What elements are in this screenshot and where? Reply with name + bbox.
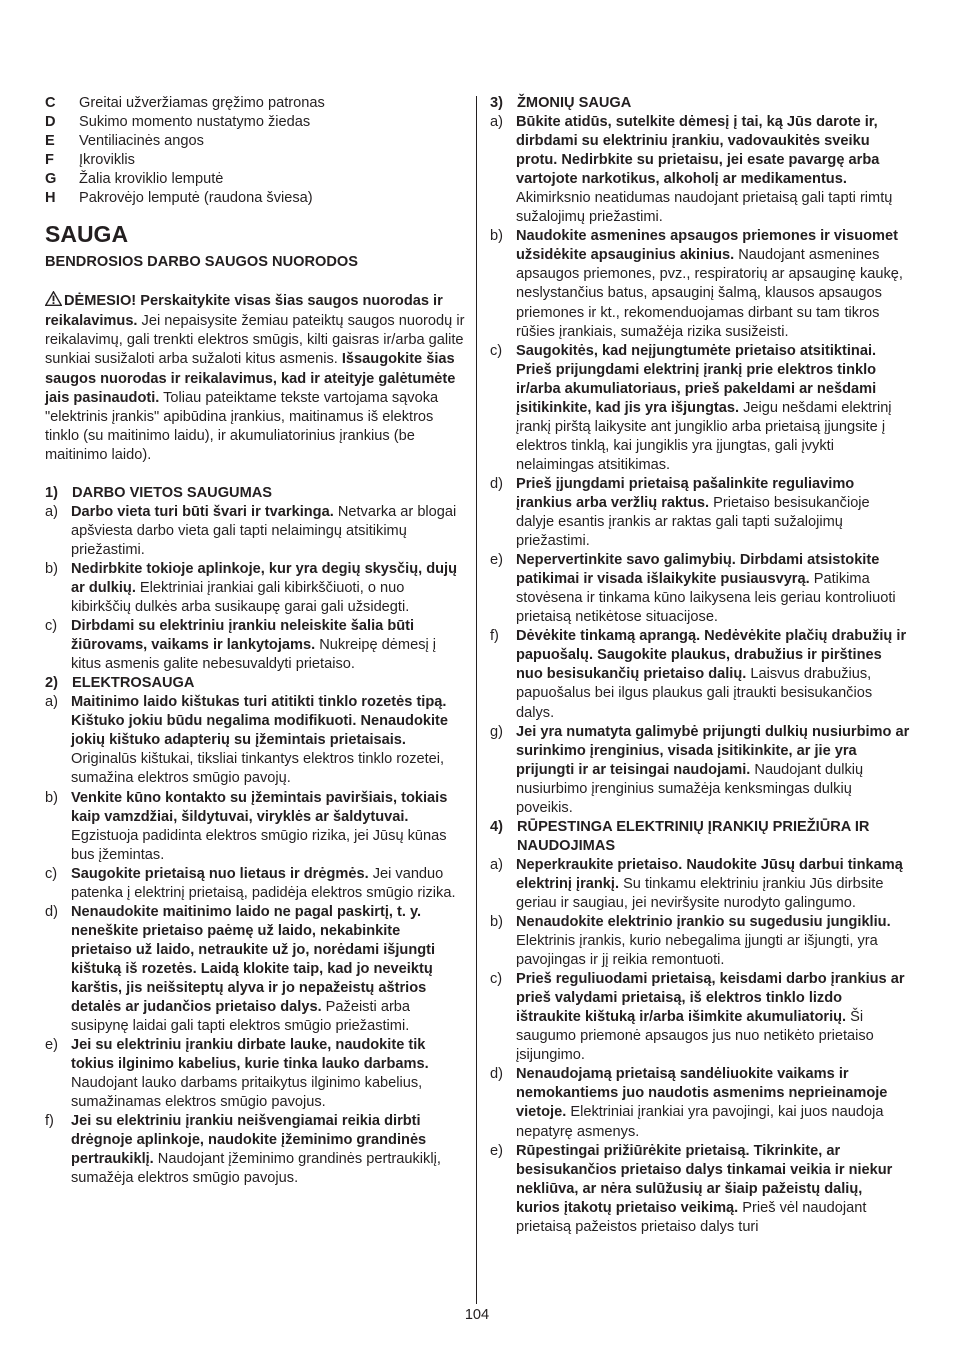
column-divider [476, 96, 477, 1304]
page-number: 104 [464, 1307, 490, 1323]
list-item: e) Nepervertinkite savo galimybių. Dirbdami atsistokite patikimai ir visada išlaikykite pusiausvyrą. Patikima stovėsena ir tinkama kūno laikysena leis geriau kontroliuoti prietaisą netikėtose situacijose. [490, 552, 896, 626]
parts-list [45, 94, 465, 208]
list-item: a) Darbo vieta turi būti švari ir tvarkinga. Netvarka ar blogai apšviesta darbo vieta gali tapti nelaimingų atsitikimų priežastimi. [45, 503, 457, 558]
list-item: a) Būkite atidūs, sutelkite dėmesį į tai, ką Jūs darote ir, dirbdami su elektriniu įrankiu, vadovaukitės sveiku protu. Nedirbkite su prietaisu, jei esate pavargę arba vartojote narkotikus, alkoholį ar medikamentus. Akimirksnio neatidumas naudojant prietaisą gali tapti rimtų sužalojimų priežastimi. [490, 114, 893, 226]
list-item: c) Saugokite prietaisą nuo lietaus ir drėgmės. Jei vanduo patenka į elektrinį prietaisą, padidėja elektros smūgio rizika. [45, 865, 456, 901]
list-item: a) Maitinimo laido kištukas turi atitikti tinklo rozetės tipą. Kištuko jokiu būdu negalima modifikuoti. Nenaudokite jokių kištuko adapterių su įžemintais prietaisais. Originalūs kištukai, tiksliai tinkantys elektros tinklo rozetei, sumažina elektros smūgio pavojų. [45, 694, 449, 787]
list-item: b) Nedirbkite tokioje aplinkoje, kur yra degių skysčių, dujų ar dulkių. Elektriniai įrankiai gali kibirkščiuoti, o nuo kibirkščių dulkės arba susikaupę garai gali užsidegti. [45, 560, 458, 616]
parts-list-item: E Ventiliacinės angos [45, 133, 204, 150]
list-item: d) Nenaudojamą prietaisą sandėliuokite vaikams ir nemokantiems juo naudotis asmenims neprieinamoje vietoje. Elektriniai įrankiai yra pavojingi, kai juos naudoja nepatyrę asmenys. [490, 1066, 888, 1140]
section-subtitle: BENDROSIOS DARBO SAUGOS NUORODOS [45, 254, 358, 271]
list-item: g) Jei yra numatyta galimybė prijungti dulkių nusiurbimo ar surinkimo įrenginius, visada įsitikinkite, ar jie yra prijungti ir ar teisingai naudojami. Naudojant dulkių nusiurbimo įrenginius sumažėja kenksmingas dulkių poveikis. [490, 723, 910, 816]
list-item: d) Prieš įjungdami prietaisą pašalinkite reguliavimo įrankius arba veržlių raktus. Prietaiso besisukančioje dalyje esantis įrankis ar raktas gali tapti sužalojimų priežastimi. [490, 475, 870, 550]
parts-list-item: G Žalia kroviklio lemputė [45, 171, 224, 188]
warning-paragraph: DĖMESIO! Perskaitykite visas šias saugos nuorodas ir reikalavimus. Jei nepaisysite žemiau pateiktų saugos nuorodų ir reikalavimų, gali trenkti elektros smūgis, kilti gaisras ir/arba galite sunkiai susižaloti arba sužaloti kitus asmenis. Išsaugokite šias saugos nuorodas ir reikalavimus, kad ir ateityje galėtumėte jais pasinaudoti. Toliau pateiktame tekste vartojama sąvoka "elektrinis įrankis" apibūdina įrankius, maitinamus iš elektros tinklo (su maitinimo laidu), ir akumuliatorinius įrankius (be maitinimo laido). [45, 293, 465, 463]
parts-list-item: D Sukimo momento nustatymo žiedas [45, 114, 311, 131]
section-heading: 4) RŪPESTINGA ELEKTRINIŲ ĮRANKIŲ PRIEŽIŪRA IR NAUDOJIMAS [490, 818, 870, 854]
list-item: f) Dėvėkite tinkamą aprangą. Nedėvėkite plačių drabužių ir papuošalų. Saugokite plaukus, drabužius ir pirštines nuo besisukančių prietaiso dalių. Laisvus drabužius, papuošalus bei ilgus plaukus gali įtraukti besisukančios dalys. [490, 628, 907, 721]
list-item: c) Saugokitės, kad neįjungtumėte prietaiso atsitiktinai. Prieš prijungdami elektrinį įrankį prie elektros tinklo ir/arba akumuliatoriaus, prieš pakeldami ar nešdami įsitikinkite, kad jis yra išjungtas. Jeigu nešdami elektrinį įrankį pirštą laikysite ant jungiklio arba prietaisą įjungsite į elektros tinklą, kai jungiklis yra įjungtas, gali įvykti nelaimingas atsitikimas. [490, 342, 892, 473]
parts-list-item: F Įkroviklis [45, 152, 135, 169]
parts-list-item: H Pakrovėjo lemputė (raudona šviesa) [45, 190, 313, 207]
list-item: b) Nenaudokite elektrinio įrankio su sugedusiu jungikliu. Elektrinis įrankis, kurio nebegalima įjungti ar išjungti, yra pavojingas ir jį reikia remontuoti. [490, 914, 891, 969]
list-item: a) Neperkraukite prietaiso. Naudokite Jūsų darbui tinkamą elektrinį įrankį. Su tinkamu elektriniu įrankiu Jūs dirbsite geriau ir saugiau, jei neviršysite nurodyto galingumo. [490, 856, 903, 911]
section-heading: 3) ŽMONIŲ SAUGA [490, 95, 632, 111]
list-item: e) Jei su elektriniu įrankiu dirbate lauke, naudokite tik tokius ilginimo kabelius, kurie tinka lauko darbams. Naudojant lauko darbams pritaikytus ilginimo kabelius, sumažinamas elektros smūgio pavojus. [45, 1037, 429, 1111]
left-column [45, 94, 465, 1188]
warning-icon [45, 291, 62, 312]
list-item: f) Jei su elektriniu įrankiu neišvengiamai reikia dirbti drėgnoje aplinkoje, naudokite įžeminimo grandinės pertraukiklį. Naudojant įžeminimo grandinės pertraukiklį, sumažėja elektros smūgio pavojus. [45, 1113, 441, 1187]
list-item: b) Venkite kūno kontakto su įžemintais paviršiais, tokiais kaip vamzdžiai, šildytuvai, viryklės ar šaldytuvai. Egzistuoja padidinta elektros smūgio rizika, jei Jūsų kūnas bus įžemintas. [45, 789, 448, 863]
list-item: e) Rūpestingai prižiūrėkite prietaisą. Tikrinkite, ar besisukančios prietaiso dalys tinkamai veikia ir niekur nekliūva, ar nėra sulūžusių ar šiaip pažeistų dalių, kurios įtakotų prietaiso veikimą. Prieš vėl naudojant prietaisą pažeistos prietaiso dalys turi [490, 1142, 893, 1235]
list-item: c) Dirbdami su elektriniu įrankiu neleiskite šalia būti žiūrovams, vaikams ir lankytojams. Nukreipę dėmesį į kitus asmenis galite nebesuvaldyti prietaiso. [45, 618, 437, 673]
parts-list-item: C Greitai užveržiamas gręžimo patronas [45, 95, 325, 111]
right-column [490, 94, 910, 1237]
section-heading: 1) DARBO VIETOS SAUGUMAS [45, 484, 273, 501]
section-title: SAUGA [45, 221, 129, 248]
section-heading: 2) ELEKTROSAUGA [45, 675, 195, 692]
list-item: c) Prieš reguliuodami prietaisą, keisdami darbo įrankius ar prieš valydami prietaisą, iš elektros tinklo lizdo ištraukite kištuką ir/arba išimkite akumuliatorių. Ši saugumo priemonė apsaugos jus nuo netikėto prietaiso įsijungimo. [490, 971, 905, 1064]
list-item: d) Nenaudokite maitinimo laido ne pagal paskirtį, t. y. neneškite prietaiso paėmę už laido, nekabinkite prietaiso už laido, netraukite už jo, norėdami išjungti kištuką iš rozetės. Laidą klokite taip, kad jo neveiktų karštis, jis neišsiteptų alyva ir jo nepažeistų aštrios detalės ar judančios prietaiso dalys. Pažeisti arba susipynę laidai gali tapti elektros smūgio priežastimi. [45, 903, 436, 1035]
list-item: b) Naudokite asmenines apsaugos priemones ir visuomet užsidėkite apsauginius akinius. Naudojant asmenines apsaugos priemones, pvz., respiratorių ar apsauginę kaukę, neslystančius batus, apsauginį šalmą, klausos apsaugos priemones ir kt., rekomenduojamas dirbant su tam tikros rūšies įrankiais, sumažėja rizika susižeisti. [490, 228, 903, 340]
